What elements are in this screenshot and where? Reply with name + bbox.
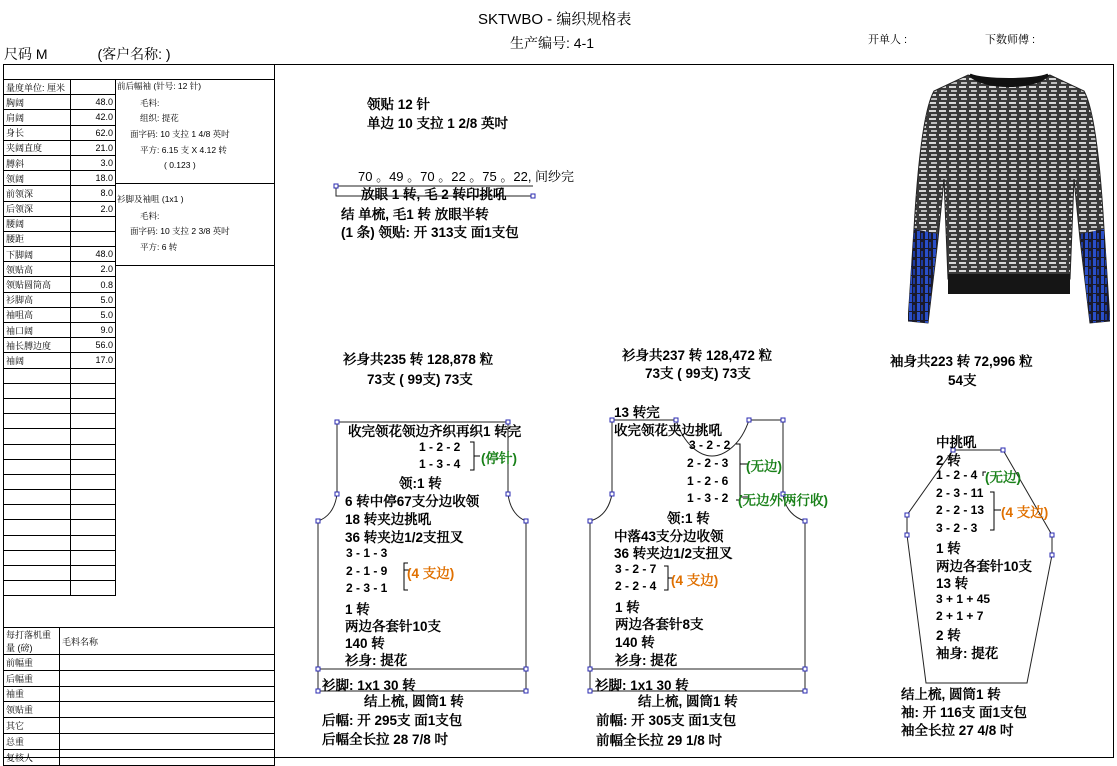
rib-density: 面字码: 10 支拉 2 3/8 英吋 — [130, 226, 230, 236]
measure-value: 48.0 — [71, 247, 116, 262]
customer-label: (客户名称: ) — [97, 46, 171, 62]
sleeve-rows-2: 2 转 — [936, 628, 961, 643]
measure-name: 膊斜 — [4, 155, 71, 170]
collar-open: (1 条) 领贴: 开 313支 面1支包 — [341, 225, 519, 240]
shape-handle[interactable] — [524, 667, 528, 671]
back-bind-off: 两边各套针10支 — [345, 619, 442, 634]
shape-handle[interactable] — [316, 519, 320, 523]
collar-sequence: 70 。49 。70 。22 。75 。22, 间纱完 — [358, 169, 575, 184]
front-neck-note-2: (无边外两行收) — [738, 493, 828, 508]
front-neck-step-2: 2 - 2 - 3 — [687, 456, 729, 470]
front-open: 前幅: 开 305支 面1支包 — [596, 713, 737, 728]
measure-name: 身长 — [4, 125, 71, 140]
sleeve-arm-brace — [990, 492, 1001, 530]
shape-handle[interactable] — [905, 513, 909, 517]
shape-handle[interactable] — [588, 689, 592, 693]
measure-value: 2.0 — [71, 201, 116, 216]
back-neck-note: (停针) — [481, 451, 517, 466]
shape-handle[interactable] — [506, 492, 510, 496]
back-open: 后幅: 开 295支 面1支包 — [322, 713, 463, 728]
measure-value: 62.0 — [71, 125, 116, 140]
measure-name: 袖阔 — [4, 353, 71, 368]
back-summary-stitches: 73支 ( 99支) 73支 — [367, 372, 473, 387]
weight-label: 前幅重 — [4, 655, 60, 671]
back-mid-3: 36 转夹边1/2支扭叉 — [345, 530, 464, 545]
back-neck-top: 收完领花领边齐织再织1 转完 — [348, 424, 522, 439]
back-neck-step-2: 1 - 3 - 4 — [419, 457, 461, 471]
sleeve-bind-off: 两边各套针10支 — [936, 559, 1033, 574]
rib-title: 衫脚及袖咀 (1x1 ) — [117, 194, 184, 204]
back-rows: 140 转 — [345, 636, 385, 651]
collar-needle: 领贴 12 针 — [367, 97, 431, 112]
front-neck-step-4: 1 - 3 - 2 — [687, 491, 729, 505]
sleeve-summary: 袖身共223 转 72,996 粒 — [890, 354, 1033, 369]
shape-handle[interactable] — [524, 519, 528, 523]
weight-label: 领贴重 — [4, 702, 60, 718]
weight-label: 总重 — [4, 733, 60, 749]
measure-value: 5.0 — [71, 292, 116, 307]
sleeve-open: 袖: 开 116支 面1支包 — [901, 705, 1028, 720]
measure-value: 48.0 — [71, 95, 116, 110]
measure-unit: 量度单位: 厘米 — [4, 80, 71, 95]
back-mid-1: 6 转中停67支分边收领 — [345, 494, 480, 509]
weight-header-right: 毛料名称 — [60, 628, 275, 655]
rib-material: 毛料: — [140, 211, 160, 221]
rib-square: 平方: 6 转 — [140, 242, 178, 252]
front-arm-note: (4 支边) — [671, 573, 719, 588]
measure-name: 衫脚高 — [4, 292, 71, 307]
sleeve-finish: 结上梳, 圆筒1 转 — [901, 687, 1001, 702]
shape-handle[interactable] — [588, 667, 592, 671]
measure-value: 9.0 — [71, 323, 116, 338]
back-arm-note: (4 支边) — [407, 566, 455, 581]
body-needle-title: 前后幅袖 (针号: 12 针) — [117, 81, 202, 91]
front-neck-note-1: (无边) — [746, 459, 782, 474]
collar-finish: 结 单梳, 毛1 转 放眼半转 — [341, 207, 489, 222]
shape-handle[interactable] — [905, 533, 909, 537]
body-density: 面字码: 10 支拉 1 4/8 英吋 — [130, 129, 230, 139]
back-arm-step-2: 2 - 1 - 9 — [346, 564, 388, 578]
measure-name: 腰阔 — [4, 216, 71, 231]
measure-name: 袖长膊边度 — [4, 338, 71, 353]
front-collar-turn: 领:1 转 — [667, 511, 710, 526]
shape-handle[interactable] — [1001, 448, 1005, 452]
sleeve-length: 袖全长拉 27 4/8 吋 — [901, 723, 1014, 738]
shape-handle[interactable] — [334, 184, 338, 188]
weight-label: 复核人 — [4, 749, 60, 765]
sweater-photo — [908, 69, 1110, 325]
measure-name: 领阔 — [4, 171, 71, 186]
back-collar-turn: 领:1 转 — [399, 476, 442, 491]
measure-value: 0.8 — [71, 277, 116, 292]
back-arm-step-3: 2 - 3 - 1 — [346, 581, 388, 595]
front-length: 前幅全长拉 29 1/8 吋 — [596, 733, 723, 748]
back-arm-step-1: 3 - 1 - 3 — [346, 546, 388, 560]
body-square: 平方: 6.15 支 X 4.12 转 — [140, 145, 227, 155]
measure-name: 肩阔 — [4, 110, 71, 125]
back-body-stitch: 衫身: 提花 — [345, 653, 408, 668]
measure-value: 56.0 — [71, 338, 116, 353]
sleeve-summary-stitches: 54支 — [948, 373, 977, 388]
body-ratio: ( 0.123 ) — [164, 160, 196, 170]
back-summary: 衫身共235 转 128,878 粒 — [343, 352, 494, 367]
measure-name: 领贴高 — [4, 262, 71, 277]
weight-header-left: 每打落机重量 (磅) — [4, 628, 60, 655]
back-rib: 衫脚: 1x1 30 转 — [322, 678, 416, 693]
sleeve-increase-1: 3 + 1 + 45 — [936, 592, 991, 606]
back-mid-2: 18 转夹边挑吼 — [345, 512, 432, 527]
sleeve-top-2: 2 转 — [936, 453, 961, 468]
front-rib: 衫脚: 1x1 30 转 — [595, 678, 689, 693]
sleeve-rows: 13 转 — [936, 576, 969, 591]
shape-handle[interactable] — [588, 519, 592, 523]
measure-value: 5.0 — [71, 307, 116, 322]
back-length: 后幅全长拉 28 7/8 吋 — [322, 732, 449, 747]
front-top-1: 13 转完 — [614, 405, 660, 420]
back-neck-step-1: 1 - 2 - 2 — [419, 440, 461, 454]
front-neck-step-3: 1 - 2 - 6 — [687, 474, 729, 488]
shape-handle[interactable] — [1050, 533, 1054, 537]
back-finish: 结上梳, 圆筒1 转 — [364, 694, 464, 709]
sleeve-step-1: 1 - 2 - 4 — [936, 468, 978, 482]
shape-handle[interactable] — [316, 689, 320, 693]
back-neck-brace — [470, 442, 480, 470]
sleeve-step-3: 2 - 2 - 13 — [936, 503, 985, 517]
size-label: 尺码 M — [4, 46, 48, 62]
body-stitch: 组织: 提花 — [140, 113, 179, 123]
collar-eyelet: 放眼 1 转, 毛 2 转印挑吼 — [361, 187, 507, 202]
front-mid-2: 36 转夹边1/2支扭叉 — [614, 546, 733, 561]
measure-name: 袖口阔 — [4, 323, 71, 338]
front-neck-step-1: 3 - 2 - 2 — [689, 438, 731, 452]
front-finish: 结上梳, 圆筒1 转 — [638, 694, 738, 709]
shape-handle[interactable] — [335, 420, 339, 424]
measure-name: 袖咀高 — [4, 307, 71, 322]
sleeve-step-4: 3 - 2 - 3 — [936, 521, 978, 535]
shape-handle[interactable] — [335, 492, 339, 496]
front-bind-off: 两边各套针8支 — [615, 617, 704, 632]
back-turn: 1 转 — [345, 602, 370, 617]
front-summary: 衫身共237 转 128,472 粒 — [622, 348, 773, 363]
measure-name: 领贴圆筒高 — [4, 277, 71, 292]
front-summary-stitches: 73支 ( 99支) 73支 — [645, 366, 751, 381]
measure-name: 下脚阔 — [4, 247, 71, 262]
shape-handle[interactable] — [524, 689, 528, 693]
sleeve-note-2: (4 支边) — [1001, 505, 1049, 520]
weight-label: 袖重 — [4, 686, 60, 702]
front-turn: 1 转 — [615, 600, 640, 615]
sleeve-step-2: 2 - 3 - 11 — [936, 486, 984, 500]
master-label: 下数师傅 : — [985, 34, 1036, 46]
collar-density: 单边 10 支拉 1 2/8 英吋 — [367, 116, 509, 131]
shape-handle[interactable] — [610, 492, 614, 496]
front-arm-step-2: 2 - 2 - 4 — [615, 579, 657, 593]
measure-value: 2.0 — [71, 262, 116, 277]
measure-name: 胸阔 — [4, 95, 71, 110]
measure-value: 3.0 — [71, 155, 116, 170]
sleeve-body-stitch: 袖身: 提花 — [936, 646, 999, 661]
document-title: SKTWBO - 编织规格表 — [478, 11, 632, 28]
front-rows: 140 转 — [615, 635, 655, 650]
measure-value: 17.0 — [71, 353, 116, 368]
measure-value: 42.0 — [71, 110, 116, 125]
front-arm-step-1: 3 - 2 - 7 — [615, 562, 657, 576]
front-top-2: 收完领花夹边挑吼 — [614, 423, 722, 438]
measure-name: 后领深 — [4, 201, 71, 216]
sleeve-top-1: 中挑吼 — [936, 435, 977, 450]
opener-label: 开单人 : — [868, 34, 908, 46]
measure-name: 腰距 — [4, 231, 71, 246]
measure-name: 前领深 — [4, 186, 71, 201]
measure-value: 8.0 — [71, 186, 116, 201]
production-number: 生产编号: 4-1 — [510, 35, 595, 51]
sleeve-turn: 1 转 — [936, 541, 961, 556]
body-material: 毛料: — [140, 98, 160, 108]
measure-value: 21.0 — [71, 140, 116, 155]
shape-handle[interactable] — [1050, 553, 1054, 557]
front-body-stitch: 衫身: 提花 — [615, 653, 678, 668]
shape-handle[interactable] — [781, 418, 785, 422]
shape-handle[interactable] — [747, 418, 751, 422]
shape-handle[interactable] — [316, 667, 320, 671]
shape-handle[interactable] — [803, 689, 807, 693]
weight-label: 后幅重 — [4, 670, 60, 686]
weight-label: 其它 — [4, 718, 60, 734]
shape-handle[interactable] — [531, 194, 535, 198]
measure-value: 18.0 — [71, 171, 116, 186]
measure-name: 夹阔直度 — [4, 140, 71, 155]
shape-handle[interactable] — [803, 519, 807, 523]
sleeve-note-1: (无边) — [985, 470, 1021, 485]
front-mid-1: 中落43支分边收领 — [614, 529, 724, 544]
sleeve-increase-2: 2 + 1 + 7 — [936, 609, 984, 623]
shape-handle[interactable] — [803, 667, 807, 671]
